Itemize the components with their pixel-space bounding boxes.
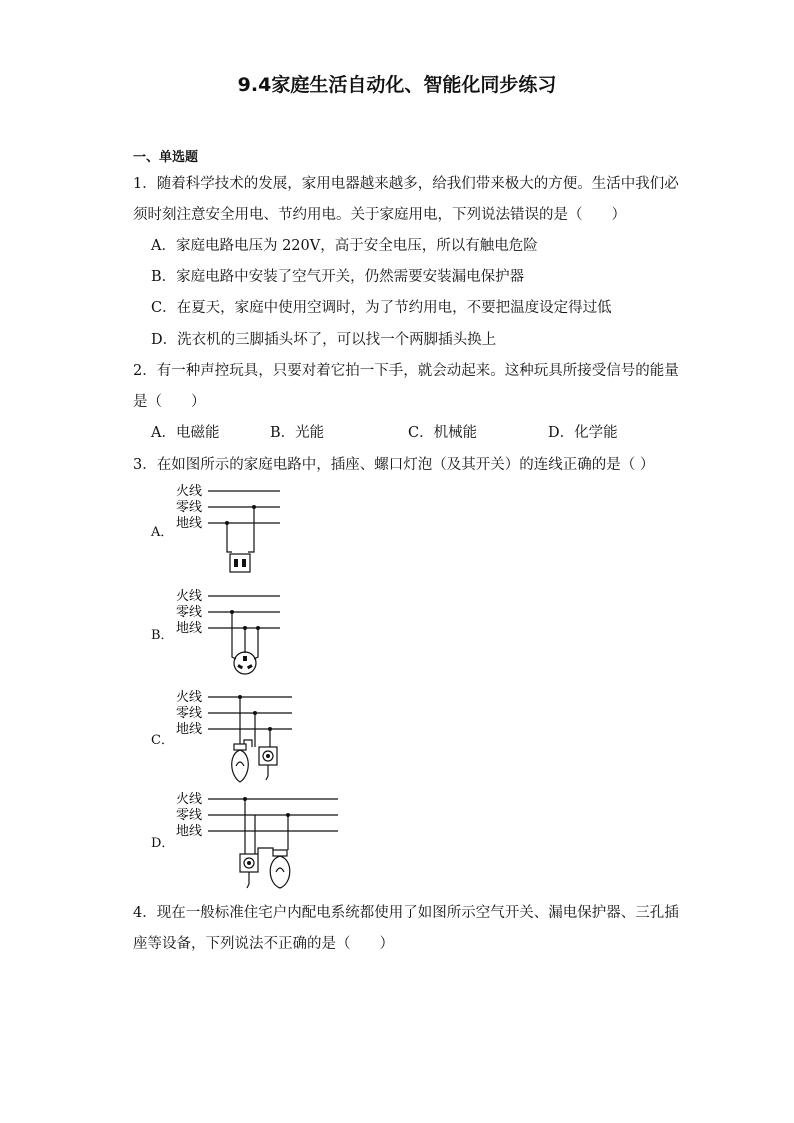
q1-stem-line1: 1．随着科学技术的发展，家用电器越来越多，给我们带来极大的方便。生活中我们必 (133, 176, 679, 192)
circuit-diagram-c (170, 686, 310, 791)
q1-option-a: A．家庭电路电压为 220V，高于安全电压，所以有触电危险 (151, 238, 538, 254)
q4-stem-line2: 座等设备，下列说法不正确的是（ ） (133, 936, 394, 952)
q3-option-b-label: B． (151, 628, 174, 643)
wire-label-neutral: 零线 (176, 706, 203, 721)
page-title: 9.4家庭生活自动化、智能化同步练习 (237, 74, 557, 96)
circuit-diagram-b (170, 585, 300, 685)
q1-option-b: B．家庭电路中安装了空气开关，仍然需要安装漏电保护器 (151, 269, 525, 285)
q3-option-c-label: C． (151, 733, 174, 748)
wire-label-ground: 地线 (176, 516, 203, 531)
wire-label-neutral: 零线 (176, 808, 203, 823)
wire-label-neutral: 零线 (176, 500, 203, 515)
q3-option-d-label: D． (151, 836, 175, 851)
circuit-diagram-d (170, 788, 350, 893)
wire-label-ground: 地线 (176, 722, 203, 737)
q2-stem-line2: 是（ ） (133, 394, 206, 410)
q2-stem-line1: 2．有一种声控玩具，只要对着它拍一下手，就会动起来。这种玩具所接受信号的能量 (133, 363, 679, 379)
wire-label-live: 火线 (176, 792, 203, 807)
q3-stem: 3．在如图所示的家庭电路中，插座、螺口灯泡（及其开关）的连线正确的是（ ） (133, 457, 655, 473)
q1-stem-line2: 须时刻注意安全用电、节约用电。关于家庭用电，下列说法错误的是（ ） (133, 207, 626, 223)
section-heading: 一、单选题 (133, 150, 199, 165)
wire-label-live: 火线 (176, 589, 203, 604)
q2-option-b: B．光能 (270, 425, 325, 441)
q3-option-a-label: A． (151, 525, 174, 540)
q4-stem-line1: 4．现在一般标准住宅户内配电系统都使用了如图所示空气开关、漏电保护器、三孔插 (133, 905, 679, 921)
wire-label-neutral: 零线 (176, 605, 203, 620)
q2-option-c: C．机械能 (408, 425, 478, 441)
q1-option-c: C．在夏天，家庭中使用空调时，为了节约用电，不要把温度设定得过低 (151, 300, 612, 316)
circuit-diagram-a (170, 480, 300, 578)
wire-label-live: 火线 (176, 690, 203, 705)
wire-label-ground: 地线 (176, 621, 203, 636)
wire-label-ground: 地线 (176, 824, 203, 839)
q2-option-d: D．化学能 (548, 425, 618, 441)
q1-option-d: D．洗衣机的三脚插头坏了，可以找一个两脚插头换上 (151, 332, 497, 348)
q2-option-a: A．电磁能 (151, 425, 220, 441)
wire-label-live: 火线 (176, 484, 203, 499)
